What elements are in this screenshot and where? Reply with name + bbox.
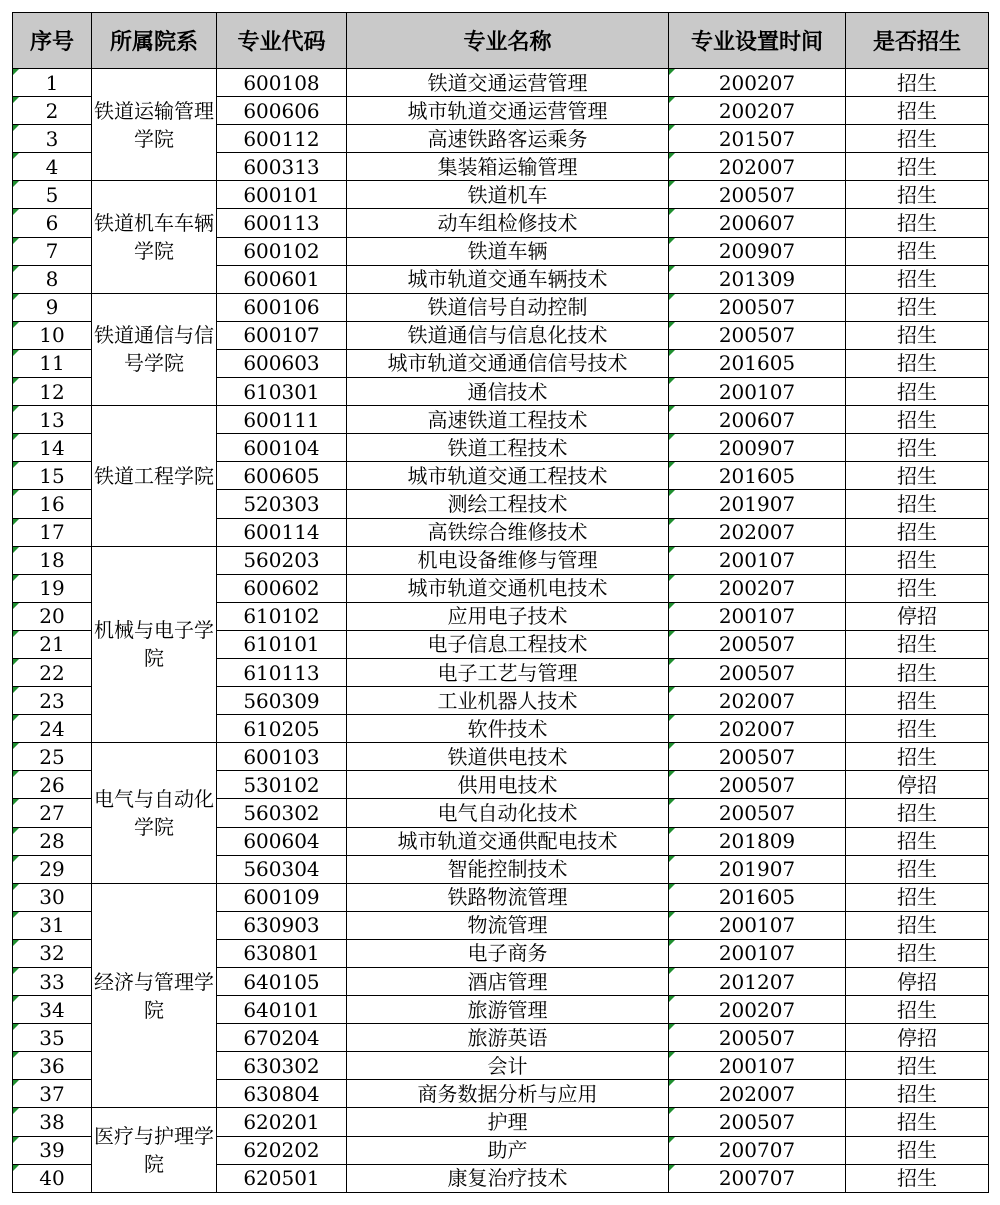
major-name: 高速铁路客运乘务 [347, 125, 669, 153]
setup-time: 202007 [669, 715, 846, 743]
major-code: 630804 [217, 1080, 347, 1108]
major-code: 600101 [217, 181, 347, 209]
enroll-status: 招生 [846, 939, 989, 967]
major-name: 商务数据分析与应用 [347, 1080, 669, 1108]
enroll-status: 招生 [846, 490, 989, 518]
college-cell: 电气与自动化学院 [92, 743, 217, 883]
row-number: 5 [13, 181, 92, 209]
setup-time: 200107 [669, 602, 846, 630]
major-code: 640105 [217, 968, 347, 996]
row-number: 3 [13, 125, 92, 153]
setup-time: 200107 [669, 1052, 846, 1080]
table-body [13, 69, 989, 1193]
enroll-status: 招生 [846, 518, 989, 546]
row-number: 23 [13, 687, 92, 715]
setup-time: 201907 [669, 855, 846, 883]
major-code: 600603 [217, 349, 347, 377]
major-name: 工业机器人技术 [347, 687, 669, 715]
setup-time: 200207 [669, 996, 846, 1024]
enroll-status: 招生 [846, 743, 989, 771]
row-number: 2 [13, 97, 92, 125]
major-name: 电子工艺与管理 [347, 658, 669, 686]
major-code: 610205 [217, 715, 347, 743]
major-name: 城市轨道交通运营管理 [347, 97, 669, 125]
college-cell: 经济与管理学院 [92, 883, 217, 1108]
table-row [13, 69, 989, 97]
row-number: 14 [13, 434, 92, 462]
header-status: 是否招生 [846, 13, 989, 69]
major-name: 电子信息工程技术 [347, 630, 669, 658]
major-code: 640101 [217, 996, 347, 1024]
setup-time: 200607 [669, 406, 846, 434]
enroll-status: 招生 [846, 462, 989, 490]
enroll-status: 招生 [846, 687, 989, 715]
row-number: 12 [13, 378, 92, 406]
header-row [13, 13, 989, 69]
major-code: 620201 [217, 1108, 347, 1136]
major-code: 610101 [217, 630, 347, 658]
enroll-status: 招生 [846, 1136, 989, 1164]
header-name: 专业名称 [347, 13, 669, 69]
major-name: 动车组检修技术 [347, 209, 669, 237]
major-name: 铁道信号自动控制 [347, 293, 669, 321]
major-name: 铁道车辆 [347, 237, 669, 265]
major-code: 560302 [217, 799, 347, 827]
major-code: 600109 [217, 883, 347, 911]
major-code: 620501 [217, 1164, 347, 1192]
enroll-status: 招生 [846, 321, 989, 349]
enroll-status: 招生 [846, 1164, 989, 1192]
table-row [13, 883, 989, 911]
setup-time: 200907 [669, 237, 846, 265]
major-code: 600313 [217, 153, 347, 181]
enroll-status: 招生 [846, 265, 989, 293]
setup-time: 201605 [669, 883, 846, 911]
major-name: 旅游管理 [347, 996, 669, 1024]
row-number: 26 [13, 771, 92, 799]
enroll-status: 招生 [846, 349, 989, 377]
row-number: 39 [13, 1136, 92, 1164]
table-row [13, 743, 989, 771]
enroll-status: 招生 [846, 715, 989, 743]
header-year: 专业设置时间 [669, 13, 846, 69]
enroll-status: 招生 [846, 996, 989, 1024]
row-number: 13 [13, 406, 92, 434]
major-code: 600605 [217, 462, 347, 490]
setup-time: 200107 [669, 378, 846, 406]
major-name: 高速铁道工程技术 [347, 406, 669, 434]
enroll-status: 招生 [846, 799, 989, 827]
row-number: 36 [13, 1052, 92, 1080]
setup-time: 200107 [669, 911, 846, 939]
setup-time: 200107 [669, 546, 846, 574]
row-number: 18 [13, 546, 92, 574]
major-name: 机电设备维修与管理 [347, 546, 669, 574]
major-code: 600104 [217, 434, 347, 462]
major-name: 铁道通信与信息化技术 [347, 321, 669, 349]
setup-time: 200907 [669, 434, 846, 462]
major-code: 630903 [217, 911, 347, 939]
enroll-status: 招生 [846, 1080, 989, 1108]
row-number: 17 [13, 518, 92, 546]
row-number: 21 [13, 630, 92, 658]
major-name: 智能控制技术 [347, 855, 669, 883]
major-code: 600114 [217, 518, 347, 546]
college-cell: 铁道运输管理学院 [92, 69, 217, 181]
major-name: 电气自动化技术 [347, 799, 669, 827]
row-number: 1 [13, 69, 92, 97]
row-number: 28 [13, 827, 92, 855]
enroll-status: 招生 [846, 125, 989, 153]
enroll-status: 招生 [846, 69, 989, 97]
major-code: 620202 [217, 1136, 347, 1164]
majors-table [12, 12, 989, 1193]
setup-time: 201605 [669, 349, 846, 377]
major-code: 600103 [217, 743, 347, 771]
major-code: 600106 [217, 293, 347, 321]
major-code: 670204 [217, 1024, 347, 1052]
major-name: 城市轨道交通车辆技术 [347, 265, 669, 293]
setup-time: 200507 [669, 1108, 846, 1136]
header-code: 专业代码 [217, 13, 347, 69]
enroll-status: 招生 [846, 406, 989, 434]
row-number: 30 [13, 883, 92, 911]
college-cell: 医疗与护理学院 [92, 1108, 217, 1192]
enroll-status: 招生 [846, 97, 989, 125]
setup-time: 200507 [669, 658, 846, 686]
row-number: 40 [13, 1164, 92, 1192]
enroll-status: 招生 [846, 181, 989, 209]
major-name: 测绘工程技术 [347, 490, 669, 518]
setup-time: 200707 [669, 1164, 846, 1192]
setup-time: 200207 [669, 574, 846, 602]
major-code: 530102 [217, 771, 347, 799]
table-row [13, 181, 989, 209]
setup-time: 200507 [669, 771, 846, 799]
major-code: 560304 [217, 855, 347, 883]
major-name: 软件技术 [347, 715, 669, 743]
setup-time: 202007 [669, 153, 846, 181]
major-name: 电子商务 [347, 939, 669, 967]
row-number: 19 [13, 574, 92, 602]
major-code: 600604 [217, 827, 347, 855]
major-code: 600107 [217, 321, 347, 349]
row-number: 8 [13, 265, 92, 293]
major-code: 600606 [217, 97, 347, 125]
setup-time: 200507 [669, 321, 846, 349]
setup-time: 200107 [669, 939, 846, 967]
major-name: 铁道工程技术 [347, 434, 669, 462]
major-code: 600102 [217, 237, 347, 265]
major-name: 城市轨道交通机电技术 [347, 574, 669, 602]
enroll-status: 招生 [846, 293, 989, 321]
setup-time: 200507 [669, 743, 846, 771]
major-name: 酒店管理 [347, 968, 669, 996]
major-name: 城市轨道交通通信信号技术 [347, 349, 669, 377]
enroll-status: 招生 [846, 1052, 989, 1080]
major-code: 610301 [217, 378, 347, 406]
row-number: 11 [13, 349, 92, 377]
major-name: 康复治疗技术 [347, 1164, 669, 1192]
college-cell: 铁道通信与信号学院 [92, 293, 217, 405]
major-code: 610113 [217, 658, 347, 686]
major-name: 应用电子技术 [347, 602, 669, 630]
setup-time: 200507 [669, 181, 846, 209]
row-number: 32 [13, 939, 92, 967]
row-number: 22 [13, 658, 92, 686]
setup-time: 200707 [669, 1136, 846, 1164]
major-code: 610102 [217, 602, 347, 630]
enroll-status: 停招 [846, 968, 989, 996]
table-row [13, 1108, 989, 1136]
enroll-status: 招生 [846, 855, 989, 883]
major-name: 助产 [347, 1136, 669, 1164]
setup-time: 201605 [669, 462, 846, 490]
enroll-status: 招生 [846, 574, 989, 602]
setup-time: 200207 [669, 97, 846, 125]
major-name: 铁路物流管理 [347, 883, 669, 911]
major-name: 物流管理 [347, 911, 669, 939]
setup-time: 201207 [669, 968, 846, 996]
enroll-status: 招生 [846, 237, 989, 265]
setup-time: 202007 [669, 1080, 846, 1108]
setup-time: 201809 [669, 827, 846, 855]
enroll-status: 招生 [846, 209, 989, 237]
row-number: 16 [13, 490, 92, 518]
setup-time: 200507 [669, 799, 846, 827]
major-name: 铁道交通运营管理 [347, 69, 669, 97]
major-name: 集装箱运输管理 [347, 153, 669, 181]
row-number: 38 [13, 1108, 92, 1136]
major-name: 旅游英语 [347, 1024, 669, 1052]
setup-time: 201309 [669, 265, 846, 293]
major-name: 铁道机车 [347, 181, 669, 209]
major-code: 560203 [217, 546, 347, 574]
major-code: 630801 [217, 939, 347, 967]
header-no: 序号 [13, 13, 92, 69]
enroll-status: 招生 [846, 883, 989, 911]
major-name: 城市轨道交通供配电技术 [347, 827, 669, 855]
enroll-status: 招生 [846, 153, 989, 181]
setup-time: 200507 [669, 630, 846, 658]
row-number: 7 [13, 237, 92, 265]
major-code: 600111 [217, 406, 347, 434]
enroll-status: 招生 [846, 630, 989, 658]
enroll-status: 招生 [846, 911, 989, 939]
major-code: 600108 [217, 69, 347, 97]
major-code: 600602 [217, 574, 347, 602]
setup-time: 201907 [669, 490, 846, 518]
major-name: 供用电技术 [347, 771, 669, 799]
row-number: 24 [13, 715, 92, 743]
enroll-status: 招生 [846, 378, 989, 406]
setup-time: 201507 [669, 125, 846, 153]
table-row [13, 406, 989, 434]
row-number: 34 [13, 996, 92, 1024]
enroll-status: 停招 [846, 771, 989, 799]
row-number: 33 [13, 968, 92, 996]
row-number: 25 [13, 743, 92, 771]
enroll-status: 招生 [846, 827, 989, 855]
row-number: 10 [13, 321, 92, 349]
row-number: 4 [13, 153, 92, 181]
row-number: 35 [13, 1024, 92, 1052]
row-number: 31 [13, 911, 92, 939]
major-code: 600112 [217, 125, 347, 153]
table-row [13, 293, 989, 321]
college-cell: 机械与电子学院 [92, 546, 217, 743]
setup-time: 200207 [669, 69, 846, 97]
enroll-status: 招生 [846, 546, 989, 574]
enroll-status: 招生 [846, 1108, 989, 1136]
enroll-status: 招生 [846, 658, 989, 686]
setup-time: 200607 [669, 209, 846, 237]
major-name: 城市轨道交通工程技术 [347, 462, 669, 490]
row-number: 29 [13, 855, 92, 883]
major-code: 600601 [217, 265, 347, 293]
enroll-status: 招生 [846, 434, 989, 462]
table-row [13, 546, 989, 574]
major-code: 630302 [217, 1052, 347, 1080]
setup-time: 200507 [669, 1024, 846, 1052]
major-name: 会计 [347, 1052, 669, 1080]
row-number: 6 [13, 209, 92, 237]
row-number: 37 [13, 1080, 92, 1108]
row-number: 9 [13, 293, 92, 321]
row-number: 27 [13, 799, 92, 827]
college-cell: 铁道工程学院 [92, 406, 217, 546]
enroll-status: 停招 [846, 602, 989, 630]
major-name: 高铁综合维修技术 [347, 518, 669, 546]
enroll-status: 停招 [846, 1024, 989, 1052]
header-college: 所属院系 [92, 13, 217, 69]
row-number: 15 [13, 462, 92, 490]
row-number: 20 [13, 602, 92, 630]
college-cell: 铁道机车车辆学院 [92, 181, 217, 293]
major-code: 520303 [217, 490, 347, 518]
major-name: 通信技术 [347, 378, 669, 406]
major-name: 护理 [347, 1108, 669, 1136]
major-name: 铁道供电技术 [347, 743, 669, 771]
setup-time: 202007 [669, 687, 846, 715]
major-code: 560309 [217, 687, 347, 715]
setup-time: 202007 [669, 518, 846, 546]
major-code: 600113 [217, 209, 347, 237]
setup-time: 200507 [669, 293, 846, 321]
